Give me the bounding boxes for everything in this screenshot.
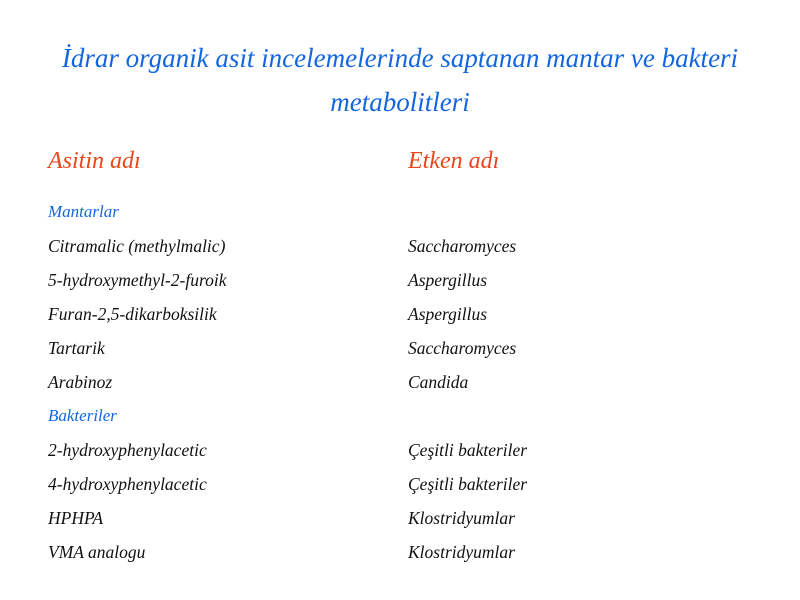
acid-name: VMA analogu xyxy=(48,542,146,562)
acid-name: 2-hydroxyphenylacetic xyxy=(48,440,207,460)
agent-name: Saccharomyces xyxy=(408,338,517,358)
acid-name: 4-hydroxyphenylacetic xyxy=(48,474,207,494)
category-fungi xyxy=(48,198,768,232)
category-bacteria xyxy=(48,402,768,436)
agent-name: Candida xyxy=(408,372,469,392)
acid-name: HPHPA xyxy=(48,508,104,528)
agent-name: Aspergillus xyxy=(408,304,488,324)
category-label: Mantarlar xyxy=(48,202,119,221)
category-label: Bakteriler xyxy=(48,406,117,425)
metabolite-table xyxy=(48,198,768,572)
table-row xyxy=(48,300,768,334)
acid-name: Furan-2,5-dikarboksilik xyxy=(48,304,217,324)
table-row xyxy=(48,470,768,504)
page-title: İdrar organik asit incelemelerinde saptanan mantar ve bakteri metabolitleri xyxy=(61,43,739,117)
agent-name: Aspergillus xyxy=(408,270,488,290)
header-agent-name: Etken adı xyxy=(408,148,500,174)
table-row xyxy=(48,538,768,572)
table-row xyxy=(48,436,768,470)
acid-name: Tartarik xyxy=(48,338,105,358)
agent-name: Saccharomyces xyxy=(408,236,517,256)
table-row xyxy=(48,266,768,300)
agent-name: Çeşitli bakteriler xyxy=(408,474,528,494)
table-row xyxy=(48,232,768,266)
header-acid-name: Asitin adı xyxy=(48,148,141,174)
table-header xyxy=(48,148,768,184)
table-row xyxy=(48,504,768,538)
acid-name: Citramalic (methylmalic) xyxy=(48,236,226,256)
table-row xyxy=(48,334,768,368)
table-row xyxy=(48,368,768,402)
agent-name: Klostridyumlar xyxy=(408,508,515,528)
agent-name: Çeşitli bakteriler xyxy=(408,440,528,460)
agent-name: Klostridyumlar xyxy=(408,542,515,562)
acid-name: Arabinoz xyxy=(48,372,113,392)
acid-name: 5-hydroxymethyl-2-furoik xyxy=(48,270,227,290)
